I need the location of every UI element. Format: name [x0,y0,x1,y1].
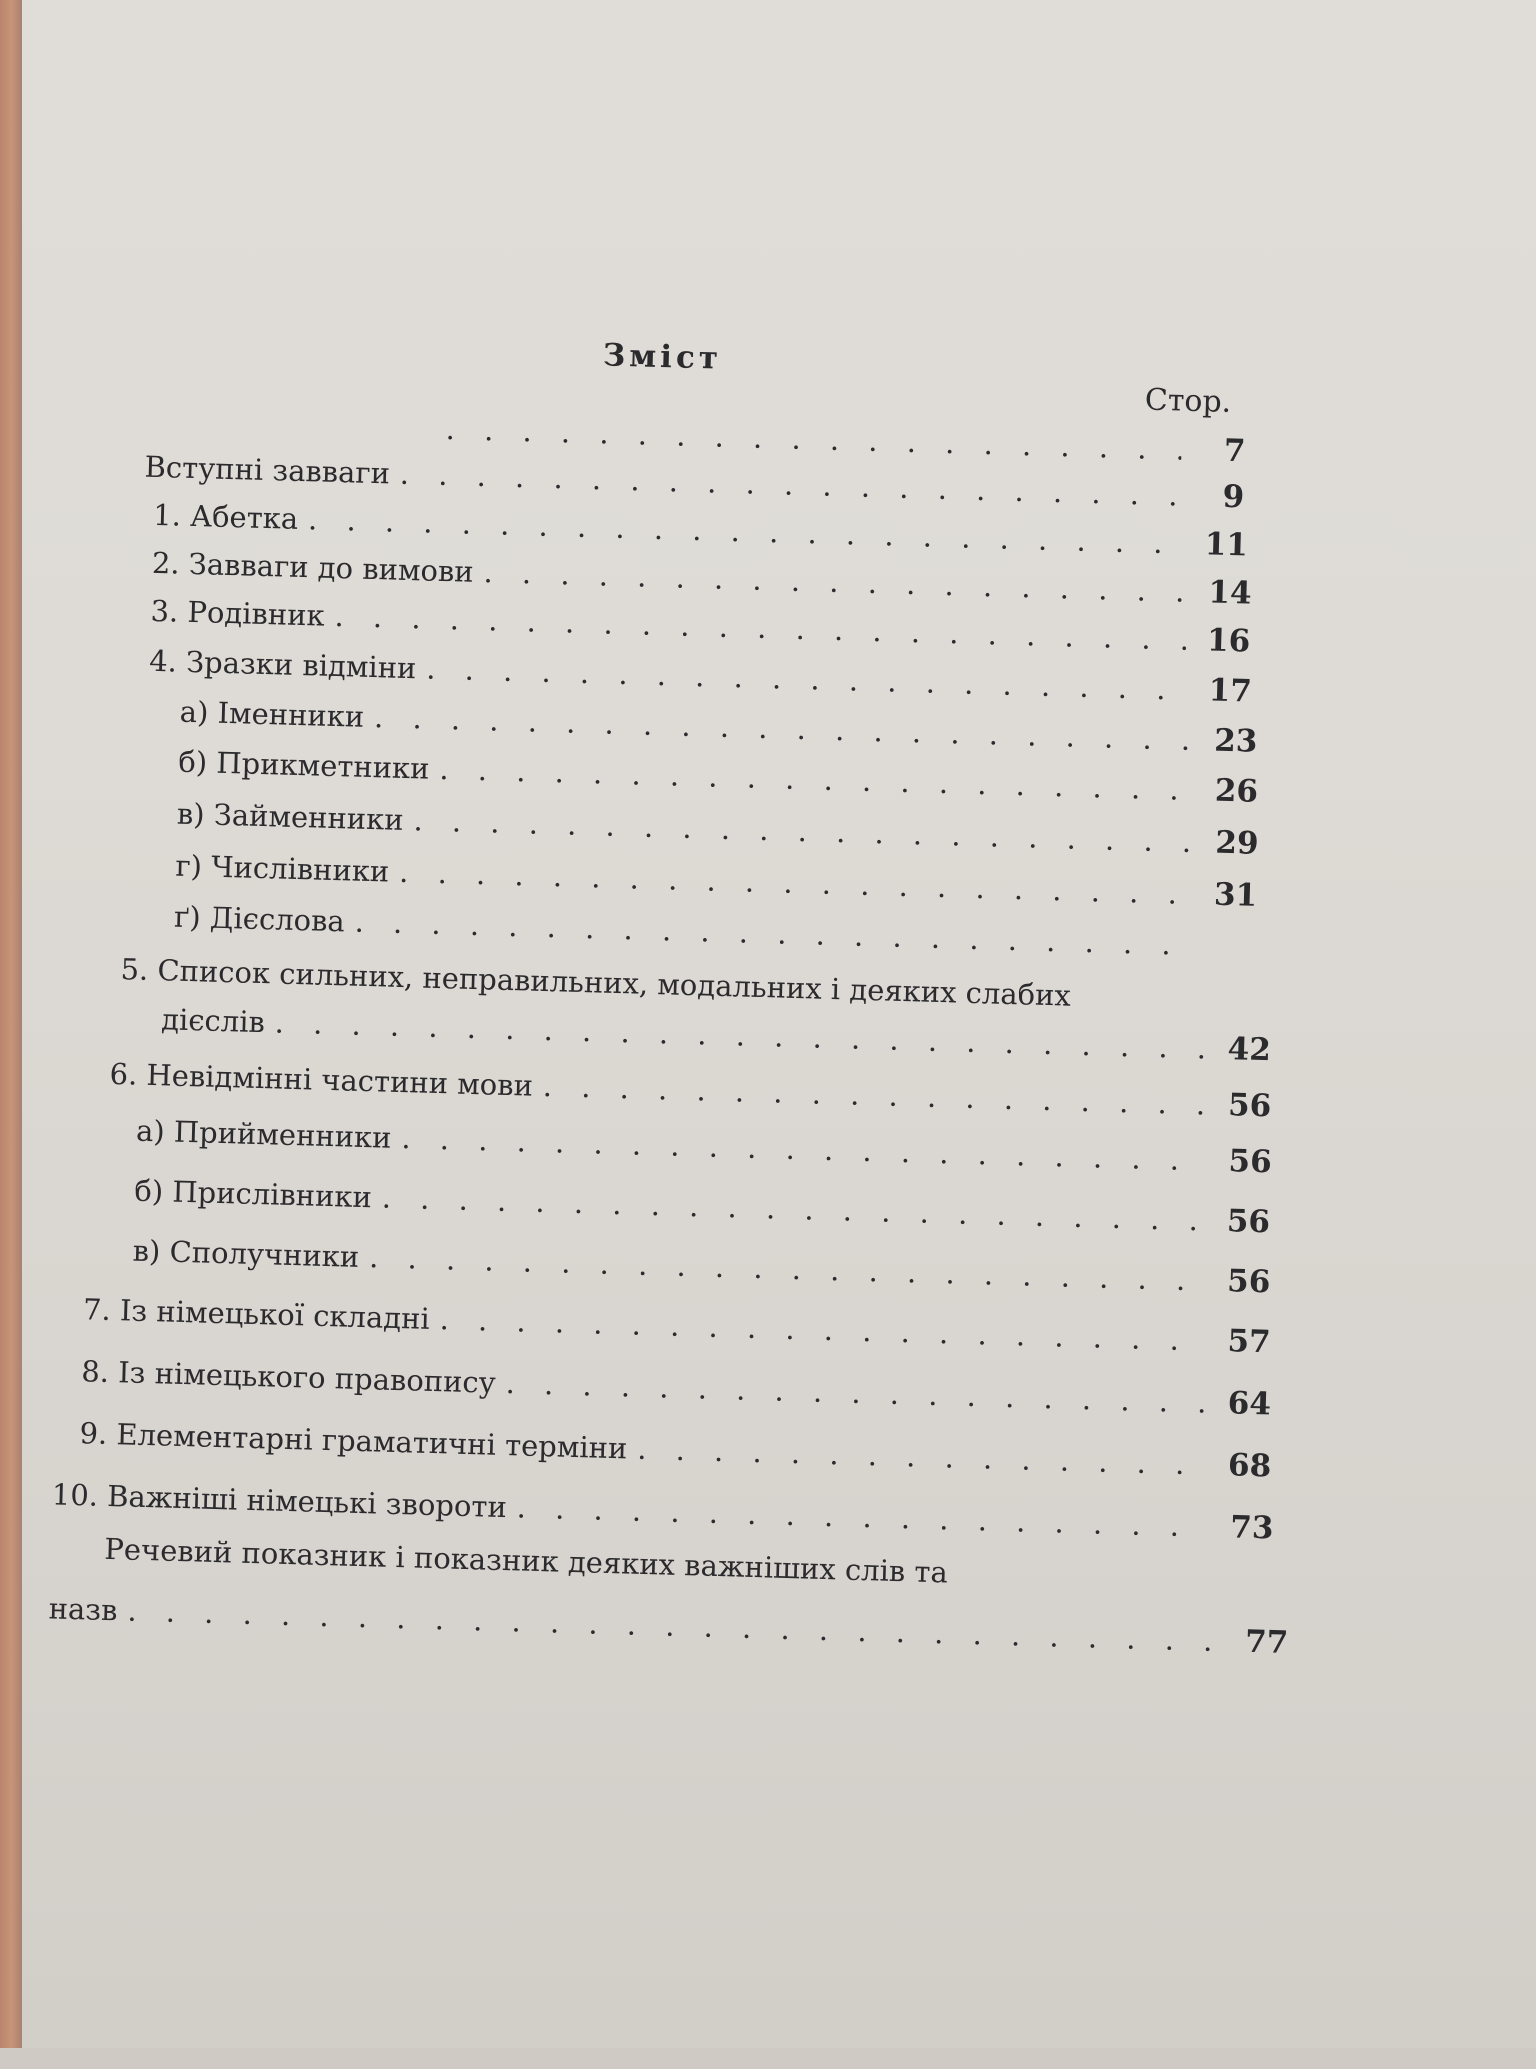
toc-entry [48,1590,1289,1669]
toc-entry [81,1353,1272,1430]
toc-entry-page: 17 [1208,672,1253,710]
toc-entry [79,1415,1272,1492]
toc-entry-label: 6. Невідмінні частини мови [109,1056,534,1103]
toc-entry-label: 5. Список сильних, неправильних, модальних і деяких слабих [120,952,1072,1013]
toc-entry-label: 4. Зразки відміни [148,643,417,686]
toc-entry-label: в) Сполучники [132,1233,360,1274]
toc-entry-page: 73 [1229,1509,1274,1547]
toc-entry-label: ґ) Дієслова [173,899,346,939]
page-title: Зміст [602,337,723,377]
page-column-header: Стор. [1144,382,1232,420]
dot-leader [495,1366,1207,1420]
toc-entry-label: 7. Із німецької складні [82,1292,431,1336]
toc-entry-page: 14 [1207,574,1253,612]
toc-entry-page: 26 [1214,772,1259,810]
toc-entry-label: б) Прикметники [177,744,430,786]
toc-entry-page: 64 [1227,1385,1272,1423]
dot-leader [532,1069,1207,1122]
toc-entry-page: 42 [1227,1031,1272,1069]
toc-entry-page: 56 [1228,1143,1273,1181]
toc-entry-page: 56 [1226,1203,1271,1241]
toc-entry-page: 56 [1226,1263,1271,1301]
toc-entry-page: 56 [1227,1087,1272,1125]
toc-entry-label: 2. Завваги до вимови [151,545,475,589]
dot-leader [429,1302,1207,1358]
toc-entry-page: 23 [1213,722,1258,760]
toc-entry-label: 9. Елементарні граматичні терміни [79,1416,628,1466]
toc-entry-page: 11 [1204,526,1249,564]
toc-entry-page: 16 [1206,622,1251,660]
toc-entry-page: 31 [1213,876,1258,914]
toc-entry-page: 29 [1214,824,1260,862]
toc-entry-label: а) Іменники [179,694,365,734]
toc-entry-label: а) Прийменники [135,1113,392,1155]
dot-leader [435,412,1182,467]
toc-entry-label: Вступні завваги [144,449,391,491]
toc-entry-label: б) Прислівники [133,1173,373,1215]
toc-entry-label: Речевий показник і показник деяких важніших слів та [103,1531,949,1590]
toc-entry-page: 68 [1227,1447,1272,1485]
toc-entry-label: 8. Із німецького правопису [80,1354,497,1400]
dot-leader [371,1180,1206,1237]
toc-entry-label: 3. Родівник [150,593,326,633]
toc-entry-label-cont: назв [48,1591,118,1628]
toc-entry-label: 10. Важніші німецькі звороти [51,1477,508,1525]
toc-entry-page: 7 [1223,432,1247,470]
toc-entry-page [1191,955,1255,957]
toc-entry-label-cont: дієслів [160,1002,266,1040]
toc-entry-page: 57 [1227,1323,1272,1361]
dot-leader [359,1240,1207,1298]
toc-entry-label: 1. Абетка [152,497,299,536]
toc-entry-label: г) Числівники [175,848,390,889]
dot-leader [391,1121,1208,1178]
dot-leader [627,1431,1208,1481]
dot-leader [117,1593,1225,1658]
toc-entry-page: 9 [1222,478,1245,516]
toc-entry-label: в) Займенники [176,796,405,837]
dot-leader [506,1490,1210,1544]
toc-entry-page: 77 [1244,1623,1289,1661]
dot-leader [264,1005,1207,1065]
